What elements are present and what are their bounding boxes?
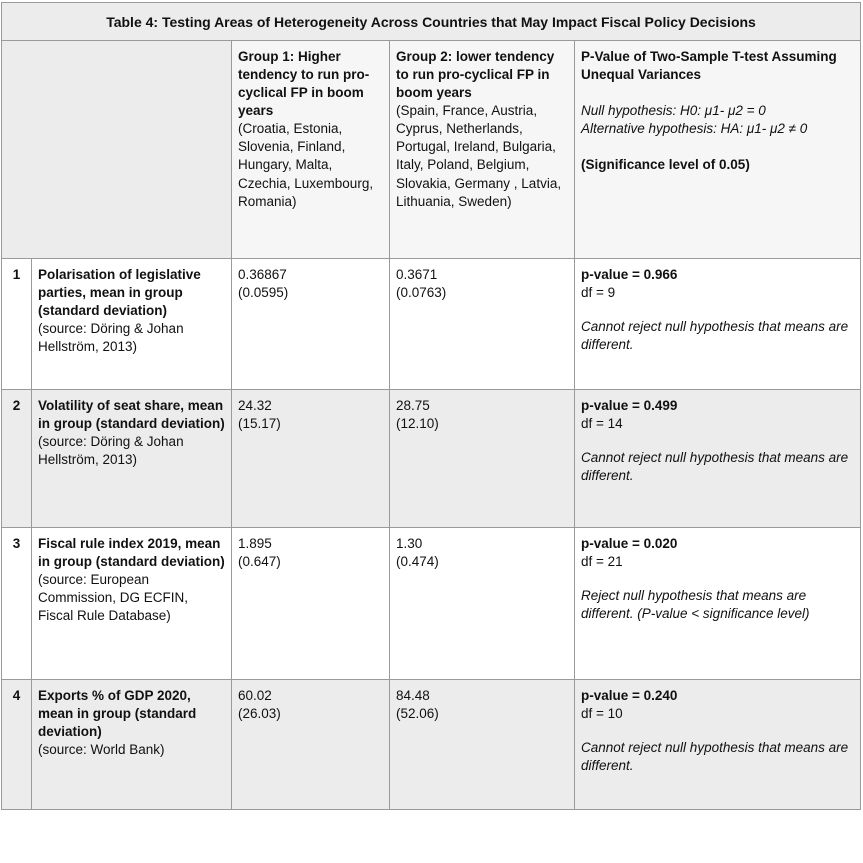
pvalue-cell — [575, 259, 861, 390]
group1-value-cell — [232, 680, 390, 810]
group1-sd: (26.03) — [238, 706, 281, 722]
conclusion: Cannot reject null hypothesis that means are different. — [581, 319, 849, 353]
pvalue-cell — [575, 528, 861, 680]
variable-source: (source: Döring & Johan Hellström, 2013) — [38, 321, 184, 355]
row-number: 3 — [2, 528, 32, 680]
group2-value-cell — [390, 528, 575, 680]
table-row — [2, 528, 861, 680]
group1-mean: 60.02 — [238, 688, 272, 703]
group2-sd: (52.06) — [396, 706, 439, 722]
group2-value-cell — [390, 259, 575, 390]
row-number: 4 — [2, 680, 32, 810]
group1-mean: 24.32 — [238, 398, 272, 413]
row-number: 1 — [2, 259, 32, 390]
table-title-row — [2, 3, 861, 41]
group2-sd: (0.474) — [396, 554, 439, 570]
pvalue-cell — [575, 680, 861, 810]
alternative-hypothesis: Alternative hypothesis: HA: μ1- μ2 ≠ 0 — [581, 121, 808, 137]
row-number: 2 — [2, 390, 32, 528]
table-row — [2, 390, 861, 528]
group2-value-cell — [390, 680, 575, 810]
p-value: p-value = 0.499 — [581, 398, 678, 413]
group2-mean: 84.48 — [396, 688, 430, 703]
group1-title: Group 1: Higher tendency to run pro-cyclical FP in boom years — [238, 49, 370, 119]
pvalue-cell — [575, 390, 861, 528]
group1-countries: (Croatia, Estonia, Slovenia, Finland, Hungary, Malta, Czechia, Luxembourg, Romania) — [238, 121, 374, 209]
variable-cell — [32, 390, 232, 528]
table-header-row — [2, 41, 861, 259]
group1-value-cell — [232, 528, 390, 680]
group2-mean: 0.3671 — [396, 267, 438, 282]
group1-value-cell — [232, 259, 390, 390]
conclusion: Cannot reject null hypothesis that means are different. — [581, 740, 849, 774]
variable-cell — [32, 680, 232, 810]
group2-header — [390, 41, 575, 259]
group2-sd: (12.10) — [396, 416, 439, 432]
variable-source: (source: Döring & Johan Hellström, 2013) — [38, 434, 184, 468]
degrees-of-freedom: df = 10 — [581, 706, 623, 722]
variable-source: (source: European Commission, DG ECFIN, Fiscal Rule Database) — [38, 572, 189, 624]
pvalue-header-title: P-Value of Two-Sample T-test Assuming Unequal Variances — [581, 49, 837, 83]
group2-mean: 1.30 — [396, 536, 423, 551]
variable-cell — [32, 528, 232, 680]
variable-source: (source: World Bank) — [38, 742, 165, 758]
group2-value-cell — [390, 390, 575, 528]
group1-sd: (0.0595) — [238, 285, 289, 301]
group1-mean: 1.895 — [238, 536, 272, 551]
null-hypothesis: Null hypothesis: H0: μ1- μ2 = 0 — [581, 103, 766, 119]
group2-title: Group 2: lower tendency to run pro-cyclical FP in boom years — [396, 49, 555, 101]
heterogeneity-table — [1, 2, 861, 810]
conclusion: Cannot reject null hypothesis that means are different. — [581, 450, 849, 484]
p-value: p-value = 0.240 — [581, 688, 678, 703]
table-row — [2, 680, 861, 810]
variable-cell — [32, 259, 232, 390]
variable-name: Volatility of seat share, mean in group (standard deviation) — [38, 398, 225, 432]
variable-name: Fiscal rule index 2019, mean in group (standard deviation) — [38, 536, 225, 570]
degrees-of-freedom: df = 14 — [581, 416, 623, 432]
degrees-of-freedom: df = 21 — [581, 554, 623, 570]
conclusion: Reject null hypothesis that means are different. (P-value < significance level) — [581, 588, 810, 622]
pvalue-header — [575, 41, 861, 259]
group1-value-cell — [232, 390, 390, 528]
group1-sd: (15.17) — [238, 416, 281, 432]
p-value: p-value = 0.966 — [581, 267, 678, 282]
group2-sd: (0.0763) — [396, 285, 447, 301]
variable-name: Exports % of GDP 2020, mean in group (standard deviation) — [38, 688, 197, 740]
variable-name: Polarisation of legislative parties, mean in group (standard deviation) — [38, 267, 201, 319]
table-title: Table 4: Testing Areas of Heterogeneity Across Countries that May Impact Fiscal Policy Decisions — [2, 3, 861, 41]
group1-sd: (0.647) — [238, 554, 281, 570]
significance-level: (Significance level of 0.05) — [581, 157, 750, 173]
header-blank-cell — [2, 41, 232, 259]
group1-mean: 0.36867 — [238, 267, 287, 282]
p-value: p-value = 0.020 — [581, 536, 678, 551]
degrees-of-freedom: df = 9 — [581, 285, 616, 301]
group2-mean: 28.75 — [396, 398, 430, 413]
group1-header — [232, 41, 390, 259]
table-row — [2, 259, 861, 390]
group2-countries: (Spain, France, Austria, Cyprus, Netherlands, Portugal, Ireland, Bulgaria, Italy, Poland, Belgium, Slovakia, Germany , Latvia, Lithuania, Sweden) — [396, 103, 562, 209]
